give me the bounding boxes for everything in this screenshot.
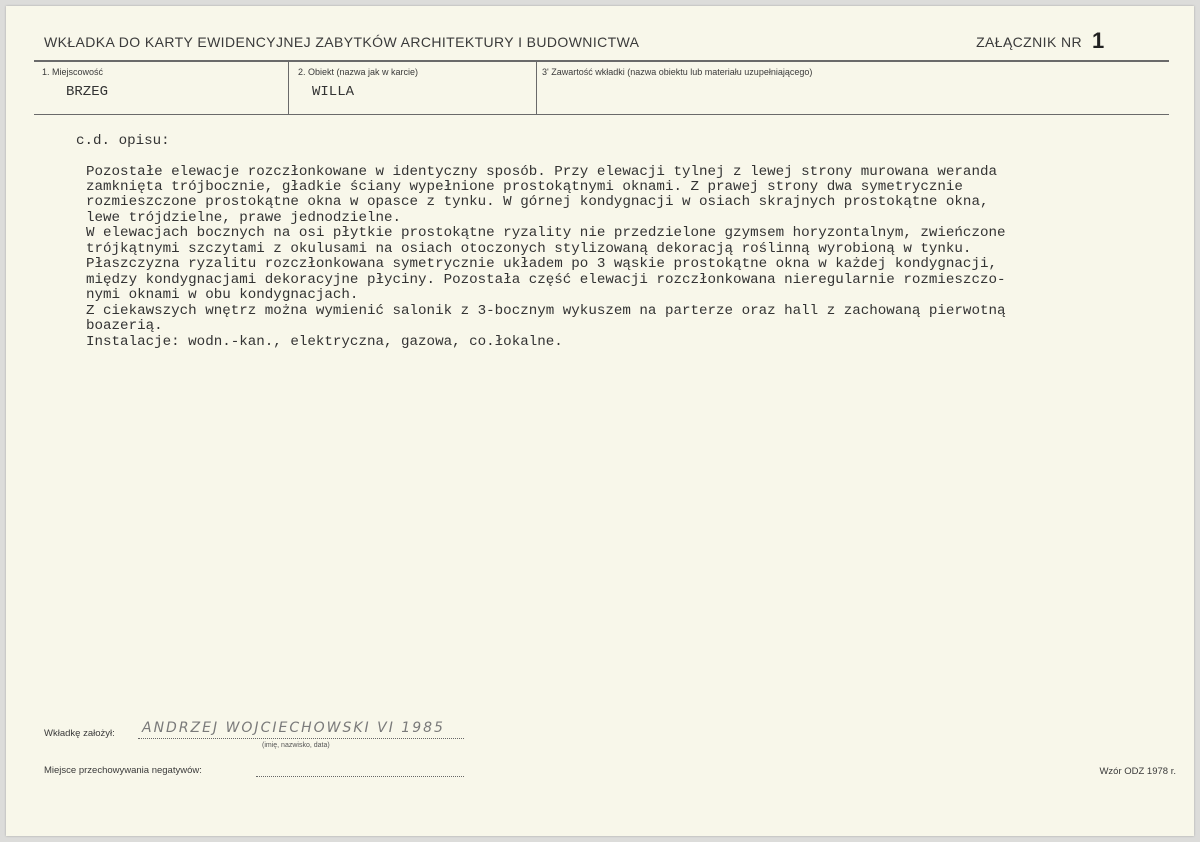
description-line: zamknięta trójbocznie, gładkie ściany wypełnione prostokątnymi oknami. Z prawej strony dwa symetrycznie [86,179,963,195]
description-line: lewe trójdzielne, prawe jednodzielne. [86,210,402,226]
locality-label: 1. Miejscowość [42,67,104,77]
field-divider-2 [536,62,537,114]
header-rule [34,60,1169,62]
form-title: WKŁADKA DO KARTY EWIDENCYJNEJ ZABYTKÓW ARCHITEKTURY I BUDOWNICTWA [44,34,640,50]
description-line: między kondygnacjami dekoracyjne płyciny. Pozostała część elewacji rozczłonkowana nieregularnie rozmieszczo- [86,272,1006,288]
annex-label: ZAŁĄCZNIK NR [976,34,1082,50]
record-card-insert [6,6,1194,836]
object-value: WILLA [312,84,355,100]
description-heading: c.d. opisu: [76,133,170,149]
template-reference: Wzór ODZ 1978 r. [1099,766,1176,777]
description-line: trójkątnymi szczytami z okulusami na osiach otoczonych stylizowaną dekoracją roślinną wyrobioną w tynku. [86,241,972,257]
description-line: boazerią. [86,318,163,334]
content-label: 3' Zawartość wkładki (nazwa obiektu lub materiału uzupełniającego) [542,67,813,77]
description-line: rozmieszczone prostokątne okna w opasce z tynku. W górnej kondygnacji w osiach skrajnych prostokątne okna, [86,194,989,210]
description-line: nymi oknami w obu kondygnacjach. [86,287,359,303]
compiled-by-signature: ANDRZEJ WOJCIECHOWSKI VI 1985 [142,720,445,736]
annex-number: 1 [1092,28,1105,53]
description-line: Z ciekawszych wnętrz można wymienić salonik z 3-bocznym wykuszem na parterze oraz hall z zachowaną pierwotną [86,303,1006,319]
compiled-by-caption: (imię, nazwisko, data) [262,742,330,749]
description-line: Instalacje: wodn.-kan., elektryczna, gazowa, co.łokalne. [86,334,563,350]
compiled-by-label: Wkładkę założył: [44,728,115,739]
locality-value: BRZEG [66,84,109,100]
description-line: Pozostałe elewacje rozczłonkowane w identyczny sposób. Przy elewacji tylnej z lewej strony murowana weranda [86,164,997,180]
compiled-by-dotted-line [138,738,464,739]
field-divider-1 [288,62,289,114]
object-label: 2. Obiekt (nazwa jak w karcie) [298,67,419,77]
description-line: Płaszczyzna ryzalitu rozczłonkowana symetrycznie układem po 3 wąskie prostokątne okna w każdej kondygnacji, [86,256,997,272]
fields-bottom-rule [34,114,1169,115]
description-line: W elewacjach bocznych na osi płytkie prostokątne ryzality nie przedzielone gzymsem horyzontalnym, zwieńczone [86,225,1006,241]
negatives-location-dotted-line [256,776,464,777]
negatives-location-label: Miejsce przechowywania negatywów: [44,765,202,776]
